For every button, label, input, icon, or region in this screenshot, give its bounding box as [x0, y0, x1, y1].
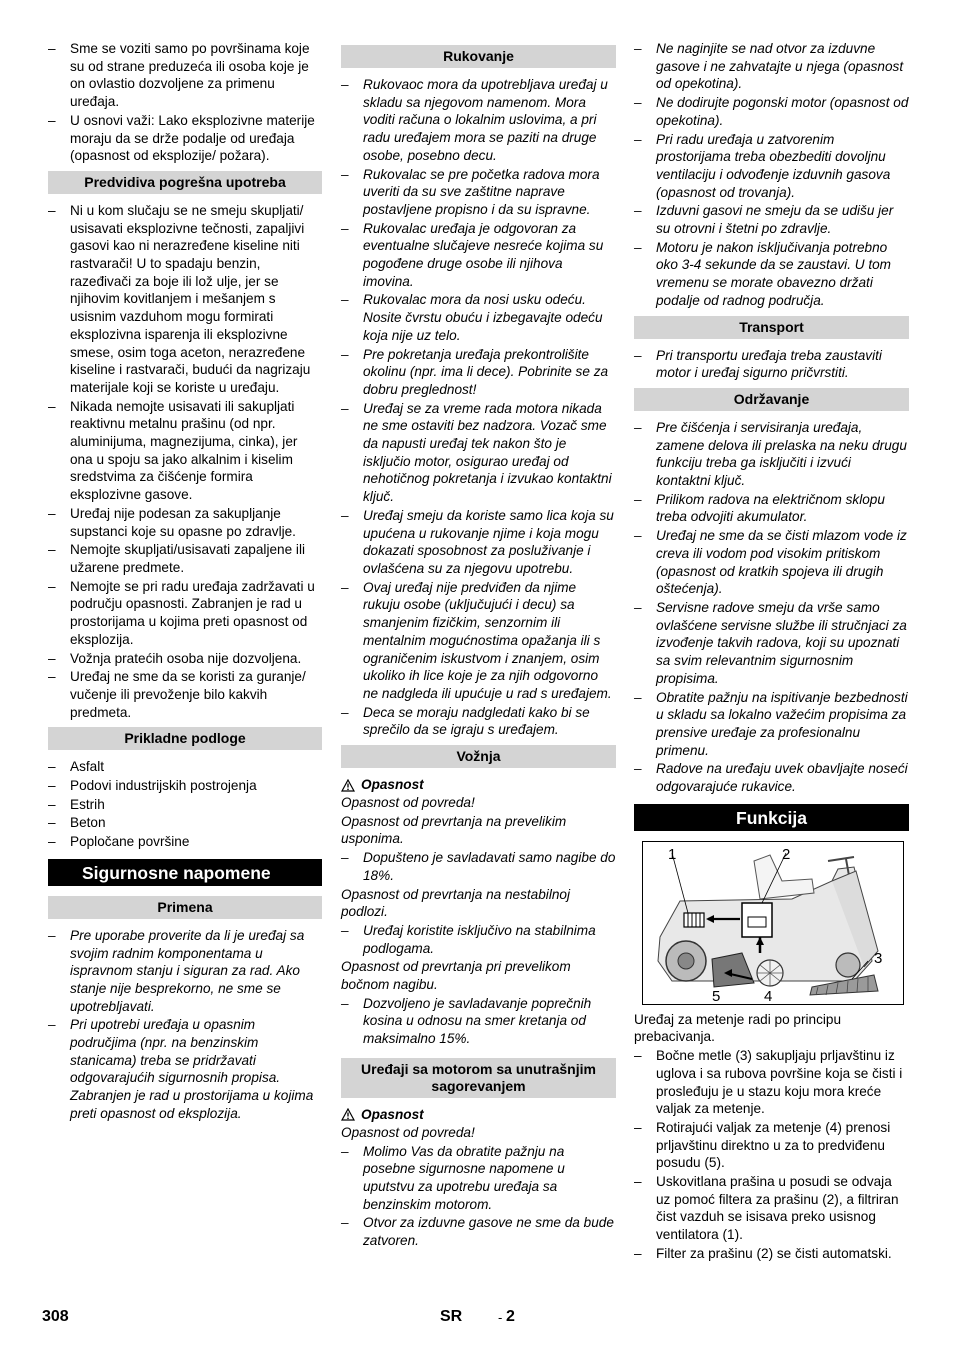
engine-text-1: Opasnost od povreda! [341, 1124, 475, 1140]
list-item: – Asfalt [48, 758, 322, 776]
list-item: – Uskovitlana prašina u posudi se odvaja uz pomoć filtera za prašinu (2), a filtriran čist vazduh se isisava preko usisnog ventilatora (1). [634, 1173, 909, 1244]
figure-label-3: 3 [874, 949, 883, 967]
figure-label-4: 4 [764, 987, 773, 1005]
list-item: – Uređaj nije podesan za sakupljanje supstanci koje su opasne po zdravlje. [48, 505, 322, 540]
section-engine-title: Uređaji sa motorom sa unutrašnjim sagorevanjem [341, 1058, 616, 1098]
misuse-list [48, 202, 322, 721]
usage-list [48, 927, 322, 1123]
list-item: – Beton [48, 814, 322, 832]
engine-warning-label: Opasnost [361, 1106, 424, 1122]
driving-warning [341, 776, 616, 794]
section-misuse-title: Predvidiva pogrešna upotreba [48, 171, 322, 194]
list-item: – Nikada nemojte usisavati ili sakupljati reaktivnu metalnu prašinu (od npr. aluminijuma, magnezijuma, cinka), jer ona u spoju sa jako alkalnim i kiselim sredstvima za čišćenje formira eksplozivne gasove. [48, 398, 322, 504]
list-item: – Popločane površine [48, 833, 322, 851]
list-item: – Filter za prašinu (2) se čisti automatski. [634, 1245, 909, 1263]
list-item: – Rotirajući valjak za metenje (4) prenosi prljavštinu direktno u za to predviđenu posudu (5). [634, 1119, 909, 1172]
list-item: – Sme se voziti samo po površinama koje su od strane preduzeća ili osoba koje je on ovlastio dozvoljene za primenu uređaja. [48, 40, 322, 111]
section-surfaces-title: Prikladne podloge [48, 727, 322, 750]
figure-label-5: 5 [712, 987, 721, 1005]
handling-list [341, 76, 616, 739]
list-item: – Molimo Vas da obratite pažnju na posebne sigurnosne napomene u uputstvu za upotrebu uređaja sa benzinskim motorom. [341, 1143, 616, 1214]
driving-item-1: – Dopušteno je savladavati samo nagibe do 18%. [341, 849, 616, 884]
sweeper-function-diagram [642, 841, 904, 1005]
list-item: – Motoru je nakon isključivanja potrebno oko 3-4 sekunde da se zaustavi. U tom vremenu se morate obavezno držati podalje od radnog područja. [634, 239, 909, 310]
engine-list-cont [634, 40, 909, 310]
list-item: – Radove na uređaju uvek obavljajte noseći odgovarajuće rukavice. [634, 760, 909, 795]
engine-warning [341, 1106, 616, 1124]
section-number: 2 [506, 1308, 515, 1325]
section-driving-title: Vožnja [341, 745, 616, 768]
list-item: – Uređaj ne sme da se koristi za guranje/ vučenje ili prevoženje bilo kakvih predmeta. [48, 668, 322, 721]
list-item: – Pre čišćenja i servisiranja uređaja, zamene delova ili prelaska na neku drugu funkciju treba ga isključiti i izvući kontaktni ključ. [634, 419, 909, 490]
intro-list [48, 40, 322, 165]
list-item: – Pri transportu uređaja treba zaustaviti motor i uređaj sigurno pričvrstiti. [634, 347, 909, 382]
list-item: – Prilikom radova na električnom sklopu treba odvojiti akumulator. [634, 491, 909, 526]
list-item: – Deca se moraju nadgledati kako bi se sprečilo da se igraju s uređajem. [341, 704, 616, 739]
list-item: – Ne naginjite se nad otvor za izduvne gasove i ne zahvatajte u njega (opasnost od opekotina). [634, 40, 909, 93]
list-item: – Rukovalac uređaja je odgovoran za eventualne slučajeve nesreće kojima su pogođene druge osobe ili njihova imovina. [341, 220, 616, 291]
warning-triangle-icon [341, 779, 355, 792]
column-right [634, 40, 909, 1264]
list-item: – Bočne metle (3) sakupljaju prljavštinu iz uglova i sa rubova površine koja se čisti i prosleđuju je u stazu koju mora kreće valjak za metenje. [634, 1047, 909, 1118]
footer-dash: - [498, 1310, 503, 1325]
list-item: – Nemojte skupljati/usisavati zapaljene ili užarene predmete. [48, 541, 322, 576]
list-item: – Estrih [48, 796, 322, 814]
section-safety-title: Sigurnosne napomene [48, 859, 322, 886]
driving-text-3: Opasnost od prevrtanja na nestabilnoj podlozi. [341, 886, 570, 920]
maintenance-list [634, 419, 909, 796]
list-item: – Rukovaoc mora da upotrebljava uređaj u skladu sa njegovom namenom. Mora voditi računa o lokalnim uslovima, a pri radu uređajem mora se paziti na druge osobe, posebno decu. [341, 76, 616, 165]
list-item: – Pri radu uređaja u zatvorenim prostorijama treba obezbediti dovoljnu ventilaciju i odvođenje izduvnih gasova (opasnost od trovanja). [634, 131, 909, 202]
driving-warning-label: Opasnost [361, 777, 424, 793]
transport-list [634, 347, 909, 382]
figure-label-1: 1 [668, 845, 677, 863]
language-code: SR [440, 1308, 463, 1325]
list-item: – Pri upotrebi uređaja u opasnim područjima (npr. na benzinskim stanicama) treba se pridržavati odgovarajućih sigurnosnih propisa. Zabranjen je rad u prostorijama u kojima preti opasnost od eksplozija. [48, 1016, 322, 1122]
driving-item-2: – Uređaj koristite isključivo na stabilnima podlogama. [341, 922, 616, 957]
column-middle [341, 40, 616, 1251]
list-item: – Ovaj uređaj nije predviđen da njime rukuju osobe (uključujući i decu) sa smanjenim fizičkim, senzornim ili mentalnim mogućnostima opažanja ili s ograničenim iskustvom i znanjem, osim ukoliko ih lice koje je za njih odgovorno ne nadgleda ili upućuje u rad s uređajem. [341, 579, 616, 703]
list-item: – Ni u kom slučaju se ne smeju skupljati/ usisavati eksplozivne tečnosti, zapaljivi gasovi kao ni nerazređene kiseline niti rastvarači! U to spadaju benzin, razeđivači za boje ili lož ulje, jer se njihovim kovitlanjem i mešanjem s usisnim vazduhom mogu formirati eksplozivna isparenja ili eksplozivne smese, osim toga aceton, nerazređene kiseline i rastvarači, budući da nagrizaju materijale koji se koriste u uređaju. [48, 202, 322, 397]
list-item: – Obratite pažnju na ispitivanje bezbednosti u skladu sa lokalno važećim propisima za prensive uređaje za profesionalnu primenu. [634, 689, 909, 760]
list-item: – U osnovi važi: Lako eksplozivne materije moraju da se drže podalje od uređaja (opasnost od eksplozije/ požara). [48, 112, 322, 165]
surfaces-list [48, 758, 322, 851]
column-left [48, 40, 322, 1124]
list-item: – Izduvni gasovi ne smeju da se udišu jer su otrovni i štetni po zdravlje. [634, 202, 909, 237]
list-item: – Nemojte se pri radu uređaja zadržavati u području opasnosti. Zabranjen je rad u prostorijama u kojima preti opasnost od eksplozija. [48, 578, 322, 649]
list-item: – Pre uporabe proverite da li je uređaj sa svojim radnim komponentama u ispravnom stanju i siguran za rad. Ako stanje nije besprekorno, ne sme se upotrebljavati. [48, 927, 322, 1016]
section-function-title: Funkcija [634, 804, 909, 831]
section-handling-title: Rukovanje [341, 45, 616, 68]
list-item: – Rukovalac se pre početka radova mora uveriti da su sve zaštitne naprave postavljene propisno i da su ispravne. [341, 166, 616, 219]
driving-item-3: – Dozvoljeno je savladavanje poprečnih kosina u odnosu na smer kretanja od maksimalno 15%. [341, 995, 616, 1048]
figure-label-2: 2 [782, 845, 791, 863]
list-item: – Podovi industrijskih postrojenja [48, 777, 322, 795]
warning-triangle-icon [341, 1108, 355, 1121]
list-item: – Uređaj ne sme da se čisti mlazom vode iz creva ili vodom pod visokim pritiskom (opasnost od kratkih spojeva ili drugih oštećenja). [634, 527, 909, 598]
section-usage-title: Primena [48, 896, 322, 919]
function-list [634, 1047, 909, 1262]
section-maintenance-title: Održavanje [634, 388, 909, 411]
driving-text-1: Opasnost od povreda! [341, 795, 475, 811]
list-item: – Uređaj smeju da koriste samo lica koja su upućena u rukovanje njime i koja mogu dokazati sposobnost za posluživanje i ovlašćena su za njegovu upotrebu. [341, 507, 616, 578]
driving-text-2: Opasnost od prevrtanja na prevelikim usponima. [341, 813, 567, 847]
list-item: – Vožnja pratećih osoba nije dozvoljena. [48, 650, 322, 668]
page-number: 308 [42, 1308, 69, 1325]
list-item: – Otvor za izduvne gasove ne sme da bude zatvoren. [341, 1214, 616, 1249]
list-item: – Rukovalac mora da nosi usku odeću. Nosite čvrstu obuću i izbegavajte odeću koja nije uz telo. [341, 291, 616, 344]
list-item: – Servisne radove smeju da vrše samo ovlašćene servisne službe ili stručnjaci za izvođenje takvih radova, koji su upoznati sa svim relevantnim sigurnosnim propisima. [634, 599, 909, 688]
list-item: – Ne dodirujte pogonski motor (opasnost od opekotina). [634, 94, 909, 129]
function-intro: Uređaj za metenje radi po principu prebacivanja. [634, 1011, 842, 1045]
list-item: – Pre pokretanja uređaja prekontrolišite okolinu (npr. ima li dece). Pobrinite se za dobru preglednost! [341, 346, 616, 399]
list-item: – Uređaj se za vreme rada motora nikada ne sme ostaviti bez nadzora. Vozač sme da napusti uređaj tek nakon što je isključio motor, osigurao uređaj od nehotičnog pokretanja i izvukao kontaktni ključ. [341, 400, 616, 506]
driving-text-4: Opasnost od prevrtanja pri prevelikom bočnom nagibu. [341, 959, 571, 993]
engine-list [341, 1143, 616, 1250]
section-transport-title: Transport [634, 316, 909, 339]
